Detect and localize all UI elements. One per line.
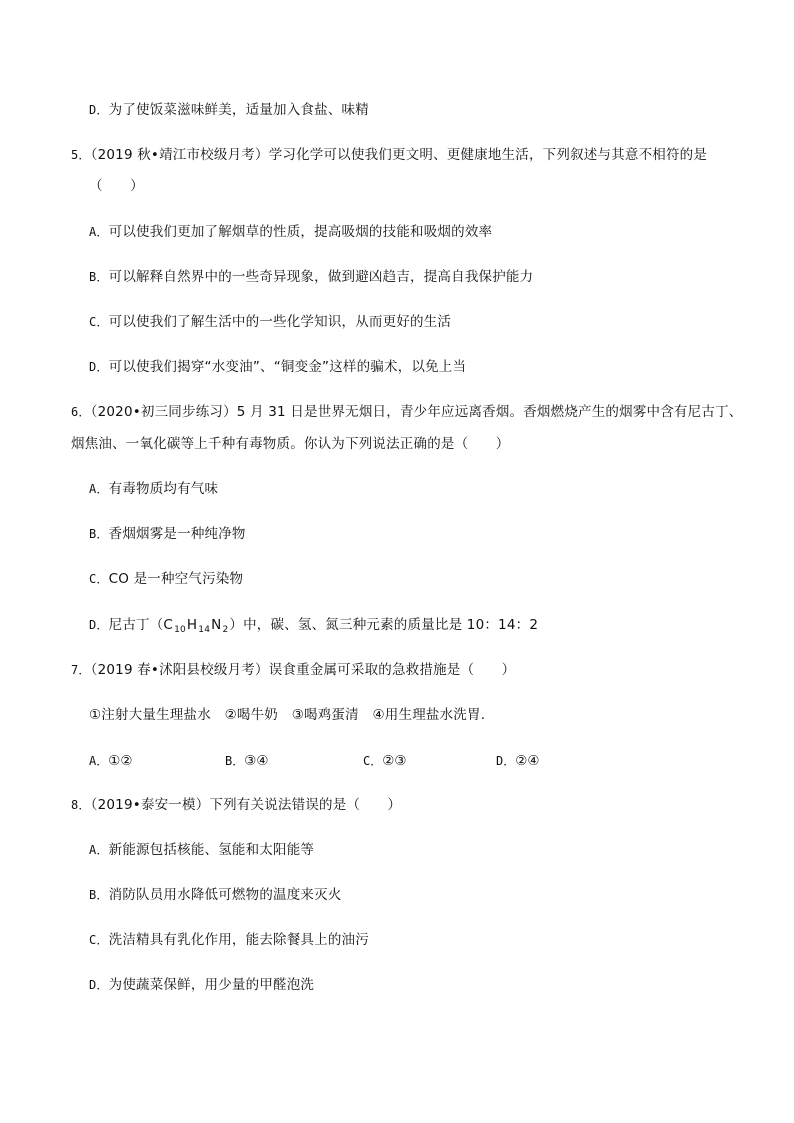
option-text: ②③ bbox=[382, 753, 407, 769]
question-8-stem bbox=[71, 799, 401, 813]
question-text: 误食重金属可采取的急救措施是（ ） bbox=[268, 662, 516, 678]
option-text: CO 是一种空气污染物 bbox=[108, 571, 244, 587]
question-number: 6． bbox=[71, 405, 91, 419]
option-letter: D． bbox=[89, 360, 109, 374]
question-8-option-d bbox=[89, 979, 314, 993]
question-6-option-a bbox=[89, 483, 218, 497]
question-7-option-c bbox=[363, 755, 406, 769]
question-text: 学习化学可以使我们更文明、更健康地生活，下列叙述与其意不相符的是 bbox=[268, 147, 708, 163]
question-number: 7． bbox=[71, 663, 91, 677]
option-letter: C． bbox=[89, 572, 109, 586]
question-8-option-b bbox=[89, 889, 342, 903]
question-text: 烟焦油、一氧化碳等上千种有毒物质。你认为下列说法正确的是（ ） bbox=[71, 436, 510, 452]
option-letter: C． bbox=[363, 754, 383, 768]
question-7-option-b bbox=[225, 755, 268, 769]
prev-option-d bbox=[89, 104, 369, 118]
option-text-suffix: ）中，碳、氢、氮三种元素的质量比是 10：14：2 bbox=[229, 617, 539, 633]
option-text: 为了使饭菜滋味鲜美，适量加入食盐、味精 bbox=[108, 102, 369, 118]
question-source: （2019 春•沭阳县校级月考） bbox=[90, 662, 269, 678]
option-letter: B． bbox=[89, 888, 109, 902]
question-7-options-row bbox=[89, 755, 609, 773]
question-source: （2020•初三同步练习） bbox=[90, 404, 237, 420]
question-6-stem-cont bbox=[71, 438, 509, 452]
option-letter: D． bbox=[89, 978, 109, 992]
option-text: 洗洁精具有乳化作用，能去除餐具上的油污 bbox=[108, 932, 369, 948]
option-text: 可以使我们更加了解烟草的性质，提高吸烟的技能和吸烟的效率 bbox=[108, 224, 493, 240]
option-text: 消防队员用水降低可燃物的温度来灭火 bbox=[108, 887, 342, 903]
option-text: 为使蔬菜保鲜，用少量的甲醛泡洗 bbox=[108, 977, 315, 993]
option-text-prefix: 尼古丁（C bbox=[108, 617, 174, 633]
option-letter: B． bbox=[89, 270, 109, 284]
subscript-nitrogen: 2 bbox=[222, 625, 229, 635]
option-letter: D． bbox=[496, 754, 516, 768]
question-number: 8． bbox=[71, 798, 91, 812]
element-nitrogen: N bbox=[211, 617, 222, 633]
element-hydrogen: H bbox=[186, 617, 198, 633]
option-letter: C． bbox=[89, 315, 109, 329]
option-text: 可以使我们揭穿“水变油”、“铜变金”这样的骗术，以免上当 bbox=[108, 359, 467, 375]
question-6-stem bbox=[71, 406, 742, 420]
option-text: 新能源包括核能、氢能和太阳能等 bbox=[108, 842, 315, 858]
question-6-option-b bbox=[89, 528, 246, 542]
option-letter: A． bbox=[89, 482, 109, 496]
question-6-option-d bbox=[89, 619, 538, 635]
question-5-option-c bbox=[89, 316, 451, 330]
question-7-option-d bbox=[496, 755, 539, 769]
question-8-option-a bbox=[89, 844, 314, 858]
option-text: 可以使我们了解生活中的一些化学知识，从而更好的生活 bbox=[108, 314, 452, 330]
question-5-option-a bbox=[89, 226, 492, 240]
subscript-hydrogen: 14 bbox=[198, 625, 211, 635]
question-7-stem bbox=[71, 664, 515, 678]
option-text: 有毒物质均有气味 bbox=[108, 481, 219, 497]
choices-text: ①注射大量生理盐水 ②喝牛奶 ③喝鸡蛋清 ④用生理盐水洗胃. bbox=[89, 707, 486, 723]
question-text: 下列有关说法错误的是（ ） bbox=[209, 797, 402, 813]
option-text: ③④ bbox=[244, 753, 269, 769]
question-text: 5 月 31 日是世界无烟日，青少年应远离香烟。香烟燃烧产生的烟雾中含有尼古丁、 bbox=[236, 404, 743, 420]
option-text: 可以解释自然界中的一些奇异现象，做到避凶趋吉，提高自我保护能力 bbox=[108, 269, 534, 285]
subscript-carbon: 10 bbox=[174, 625, 186, 635]
question-8-option-c bbox=[89, 934, 369, 948]
option-letter: C． bbox=[89, 933, 109, 947]
answer-bracket: （ ） bbox=[89, 178, 144, 194]
question-number: 5． bbox=[71, 148, 91, 162]
option-letter: D． bbox=[89, 618, 109, 632]
option-letter: A． bbox=[89, 843, 109, 857]
question-6-option-c bbox=[89, 573, 243, 587]
question-7-choices bbox=[89, 709, 485, 723]
option-letter: D． bbox=[89, 103, 109, 117]
option-letter: A． bbox=[89, 754, 109, 768]
question-5-stem-cont bbox=[89, 180, 144, 194]
option-letter: B． bbox=[89, 527, 109, 541]
option-letter: B． bbox=[225, 754, 245, 768]
question-5-option-d bbox=[89, 361, 466, 375]
question-5-option-b bbox=[89, 271, 533, 285]
question-source: （2019 秋•靖江市校级月考） bbox=[90, 147, 269, 163]
question-source: （2019•泰安一模） bbox=[90, 797, 210, 813]
option-letter: A． bbox=[89, 225, 109, 239]
option-text: ①② bbox=[108, 753, 133, 769]
option-text: 香烟烟雾是一种纯净物 bbox=[108, 526, 246, 542]
question-7-option-a bbox=[89, 755, 132, 769]
question-5-stem bbox=[71, 149, 707, 163]
option-text: ②④ bbox=[515, 753, 540, 769]
